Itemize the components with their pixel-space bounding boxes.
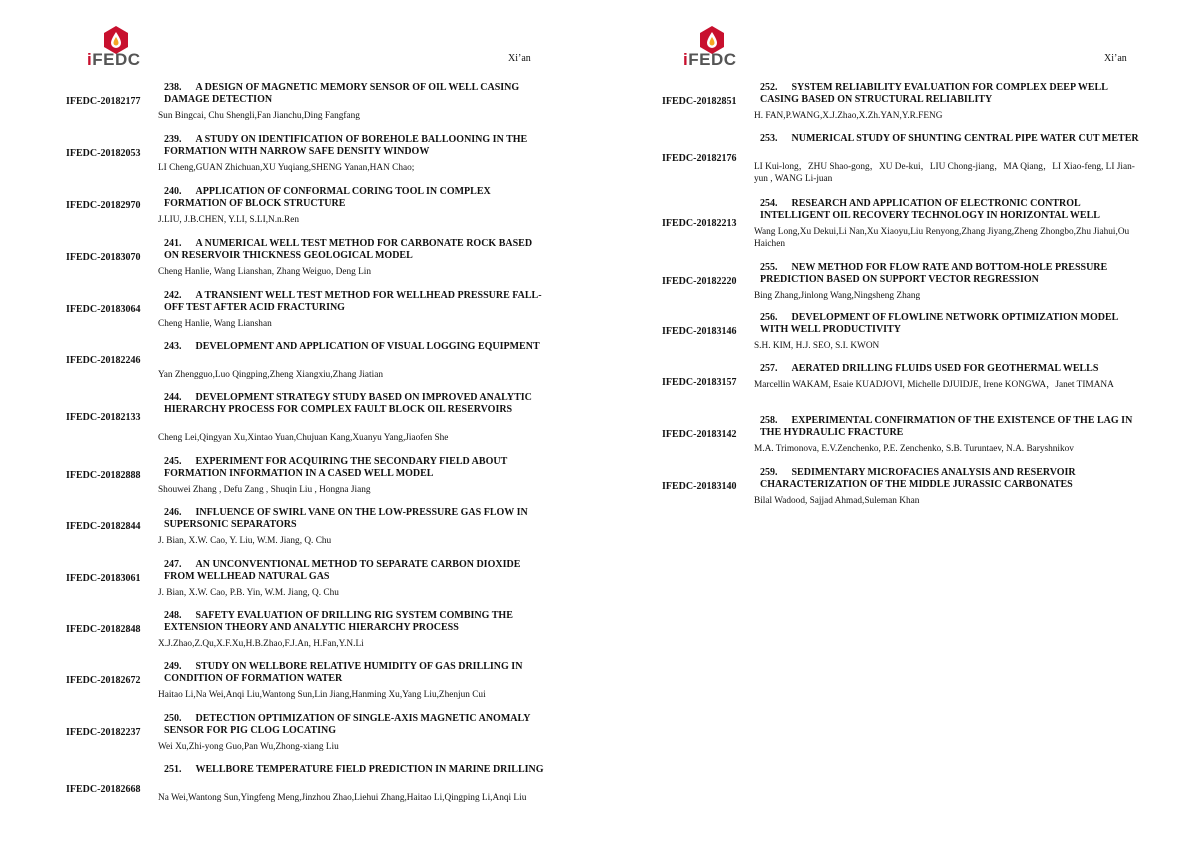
paper-title	[760, 133, 1142, 145]
paper-code: IFEDC-20183070	[66, 252, 141, 263]
right-page	[596, 0, 1192, 842]
paper-title-text: SAFETY EVALUATION OF DRILLING RIG SYSTEM COMBING THE EXTENSION THEORY AND ANALYTIC HIERARCHY PROCESS	[164, 610, 513, 633]
paper-title-text: EXPERIMENT FOR ACQUIRING THE SECONDARY FIELD ABOUT FORMATION INFORMATION IN A CASED WELL MODEL	[164, 456, 508, 479]
paper-title-text: APPLICATION OF CONFORMAL CORING TOOL IN COMPLEX FORMATION OF BLOCK STRUCTURE	[164, 186, 491, 209]
paper-code: IFEDC-20182053	[66, 148, 141, 159]
paper-code: IFEDC-20183142	[662, 429, 737, 440]
paper-authors: Cheng Lei,Qingyan Xu,Xintao Yuan,Chujuan Kang,Xuanyu Yang,Jiaofen She	[158, 433, 449, 443]
paper-number: 243.	[164, 341, 182, 352]
paper-title-text: DEVELOPMENT AND APPLICATION OF VISUAL LOGGING EQUIPMENT	[195, 341, 540, 352]
paper-title-text: AN UNCONVENTIONAL METHOD TO SEPARATE CARBON DIOXIDE FROM WELLHEAD NATURAL GAS	[164, 559, 521, 582]
paper-number: 252.	[760, 82, 778, 93]
paper-title	[760, 262, 1142, 286]
paper-code: IFEDC-20182133	[66, 412, 141, 423]
paper-entry	[662, 467, 1142, 507]
city-label: Xi’an	[508, 53, 531, 64]
paper-entry	[662, 312, 1142, 352]
ifedc-logo	[84, 25, 154, 69]
paper-authors: Bilal Wadood, Sajjad Ahmad,Suleman Khan	[754, 496, 920, 506]
paper-number: 241.	[164, 238, 182, 249]
paper-authors: Wei Xu,Zhi-yong Guo,Pan Wu,Zhong-xiang Liu	[158, 742, 339, 752]
paper-authors: J. Bian, X.W. Cao, P.B. Yin, W.M. Jiang, Q. Chu	[158, 588, 339, 598]
paper-code: IFEDC-20182237	[66, 727, 141, 738]
paper-number: 248.	[164, 610, 182, 621]
paper-title	[164, 238, 546, 262]
ifedc-logo	[680, 25, 750, 69]
city-label: Xi’an	[1104, 53, 1127, 64]
paper-entry	[66, 82, 546, 122]
paper-code: IFEDC-20182213	[662, 218, 737, 229]
paper-authors: Cheng Hanlie, Wang Lianshan, Zhang Weiguo, Deng Lin	[158, 267, 371, 277]
paper-number: 244.	[164, 392, 182, 403]
paper-authors: Wang Long,Xu Dekui,Li Nan,Xu Xiaoyu,Liu Renyong,Zhang Jiyang,Zheng Zhongbo,Zhu Jiahui,Ou Haichen	[754, 227, 1130, 249]
paper-entry	[66, 764, 546, 816]
paper-authors: X.J.Zhao,Z.Qu,X.F.Xu,H.B.Zhao,F.J.An, H.Fan,Y.N.Li	[158, 639, 364, 649]
paper-title	[164, 764, 546, 776]
paper-entry	[662, 363, 1142, 403]
paper-title-text: A TRANSIENT WELL TEST METHOD FOR WELLHEAD PRESSURE FALL-OFF TEST AFTER ACID FRACTURING	[164, 290, 542, 313]
paper-number: 253.	[760, 133, 778, 144]
paper-authors: M.A. Trimonova, E.V.Zenchenko, P.E. Zenchenko, S.B. Turuntaev, N.A. Baryshnikov	[754, 444, 1074, 454]
paper-code: IFEDC-20183061	[66, 573, 141, 584]
paper-code: IFEDC-20182970	[66, 200, 141, 211]
paper-entry	[66, 134, 546, 174]
paper-title-text: A NUMERICAL WELL TEST METHOD FOR CARBONATE ROCK BASED ON RESERVOIR THICKNESS GEOLOGICAL MODEL	[164, 238, 533, 261]
paper-title	[760, 82, 1142, 106]
paper-code: IFEDC-20182176	[662, 153, 737, 164]
paper-code: IFEDC-20182848	[66, 624, 141, 635]
paper-title-text: RESEARCH AND APPLICATION OF ELECTRONIC CONTROL INTELLIGENT OIL RECOVERY TECHNOLOGY IN HORIZONTAL WELL	[760, 198, 1100, 221]
paper-number: 247.	[164, 559, 182, 570]
paper-title-text: DETECTION OPTIMIZATION OF SINGLE-AXIS MAGNETIC ANOMALY SENSOR FOR PIG CLOG LOCATING	[164, 713, 531, 736]
paper-title-text: DEVELOPMENT STRATEGY STUDY BASED ON IMPROVED ANALYTIC HIERARCHY PROCESS FOR COMPLEX FAULT BLOCK OIL RESERVOIRS	[164, 392, 532, 415]
logo-wordmark: iFEDC	[87, 50, 141, 69]
paper-title	[760, 415, 1142, 439]
paper-number: 256.	[760, 312, 778, 323]
paper-entry	[66, 559, 546, 599]
paper-number: 242.	[164, 290, 182, 301]
paper-authors: LI Cheng,GUAN Zhichuan,XU Yuqiang,SHENG Yanan,HAN Chao;	[158, 163, 415, 173]
paper-authors: Sun Bingcai, Chu Shengli,Fan Jianchu,Ding Fangfang	[158, 111, 360, 121]
paper-number: 254.	[760, 198, 778, 209]
paper-entry	[66, 392, 546, 444]
paper-title	[164, 610, 546, 634]
paper-code: IFEDC-20182177	[66, 96, 141, 107]
paper-authors: Bing Zhang,Jinlong Wang,Ningsheng Zhang	[754, 291, 921, 301]
paper-title	[164, 507, 546, 531]
paper-authors: J.LIU, J.B.CHEN, Y.LI, S.LI,N.n.Ren	[158, 215, 300, 225]
paper-title-text: A STUDY ON IDENTIFICATION OF BOREHOLE BALLOONING IN THE FORMATION WITH NARROW SAFE DENSITY WINDOW	[164, 134, 528, 157]
paper-title-text: SEDIMENTARY MICROFACIES ANALYSIS AND RESERVOIR CHARACTERIZATION OF THE MIDDLE JURASSIC CARBONATES	[760, 467, 1076, 490]
paper-authors: Cheng Hanlie, Wang Lianshan	[158, 319, 272, 329]
paper-code: IFEDC-20182672	[66, 675, 141, 686]
paper-authors: H. FAN,P.WANG,X.J.Zhao,X.Zh.YAN,Y.R.FENG	[754, 111, 943, 121]
paper-title	[164, 290, 546, 314]
paper-code: IFEDC-20182851	[662, 96, 737, 107]
paper-entry	[66, 186, 546, 226]
paper-number: 259.	[760, 467, 778, 478]
paper-code: IFEDC-20183064	[66, 304, 141, 315]
paper-number: 246.	[164, 507, 182, 518]
paper-entry	[66, 238, 546, 278]
paper-code: IFEDC-20183140	[662, 481, 737, 492]
paper-number: 238.	[164, 82, 182, 93]
paper-title	[164, 341, 546, 353]
paper-title	[760, 467, 1142, 491]
paper-authors: Shouwei Zhang , Defu Zang , Shuqin Liu , Hongna Jiang	[158, 485, 371, 495]
logo-wordmark: iFEDC	[683, 50, 737, 69]
paper-entry	[66, 290, 546, 330]
paper-number: 245.	[164, 456, 182, 467]
paper-number: 255.	[760, 262, 778, 273]
paper-entry	[66, 713, 546, 753]
paper-title	[164, 713, 546, 737]
paper-title-text: SYSTEM RELIABILITY EVALUATION FOR COMPLEX DEEP WELL CASING BASED ON STRUCTURAL RELIABILITY	[760, 82, 1108, 105]
paper-title	[164, 134, 546, 158]
paper-entry	[662, 262, 1142, 302]
paper-code: IFEDC-20182888	[66, 470, 141, 481]
paper-code: IFEDC-20182668	[66, 784, 141, 795]
paper-number: 240.	[164, 186, 182, 197]
paper-authors: J. Bian, X.W. Cao, Y. Liu, W.M. Jiang, Q. Chu	[158, 536, 332, 546]
paper-title-text: AERATED DRILLING FLUIDS USED FOR GEOTHERMAL WELLS	[791, 363, 1099, 374]
paper-entry	[66, 610, 546, 650]
paper-title	[164, 392, 546, 416]
paper-title-text: NEW METHOD FOR FLOW RATE AND BOTTOM-HOLE PRESSURE PREDICTION BASED ON SUPPORT VECTOR REGRESSION	[760, 262, 1108, 285]
paper-entry	[662, 82, 1142, 122]
paper-authors: Marcellin WAKAM, Esaie KUADJOVI, Michelle DJUIDJE, Irene KONGWA，Janet TIMANA	[754, 380, 1114, 390]
paper-authors: Yan Zhengguo,Luo Qingping,Zheng Xiangxiu,Zhang Jiatian	[158, 370, 383, 380]
paper-title-text: NUMERICAL STUDY OF SHUNTING CENTRAL PIPE WATER CUT METER	[791, 133, 1139, 144]
paper-title-text: EXPERIMENTAL CONFIRMATION OF THE EXISTENCE OF THE LAG IN THE HYDRAULIC FRACTURE	[760, 415, 1133, 438]
paper-number: 250.	[164, 713, 182, 724]
paper-title	[164, 559, 546, 583]
paper-authors: S.H. KIM, H.J. SEO, S.I. KWON	[754, 341, 880, 351]
paper-number: 239.	[164, 134, 182, 145]
paper-title-text: STUDY ON WELLBORE RELATIVE HUMIDITY OF GAS DRILLING IN CONDITION OF FORMATION WATER	[164, 661, 523, 684]
paper-number: 258.	[760, 415, 778, 426]
paper-title	[164, 82, 546, 106]
paper-code: IFEDC-20182844	[66, 521, 141, 532]
paper-authors: LI Kui-long，ZHU Shao-gong，XU De-kui，LIU Chong-jiang，MA Qiang，LI Xiao-feng, LI Jian-yun , WANG Li-juan	[754, 162, 1135, 184]
paper-title	[760, 363, 1142, 375]
paper-title	[760, 198, 1142, 222]
paper-title	[760, 312, 1142, 336]
paper-entry	[662, 133, 1142, 185]
paper-entry	[66, 456, 546, 496]
paper-entry	[66, 661, 546, 701]
paper-number: 249.	[164, 661, 182, 672]
paper-code: IFEDC-20183146	[662, 326, 737, 337]
paper-title-text: DEVELOPMENT OF FLOWLINE NETWORK OPTIMIZATION MODEL WITH WELL PRODUCTIVITY	[760, 312, 1118, 335]
paper-code: IFEDC-20182220	[662, 276, 737, 287]
paper-title-text: INFLUENCE OF SWIRL VANE ON THE LOW-PRESSURE GAS FLOW IN SUPERSONIC SEPARATORS	[164, 507, 528, 530]
paper-title	[164, 456, 546, 480]
paper-title-text: WELLBORE TEMPERATURE FIELD PREDICTION IN MARINE DRILLING	[195, 764, 544, 775]
paper-entry	[662, 198, 1142, 250]
paper-title-text: A DESIGN OF MAGNETIC MEMORY SENSOR OF OIL WELL CASING DAMAGE DETECTION	[164, 82, 520, 105]
paper-number: 251.	[164, 764, 182, 775]
paper-authors: Haitao Li,Na Wei,Anqi Liu,Wantong Sun,Lin Jiang,Hanming Xu,Yang Liu,Zhenjun Cui	[158, 690, 486, 700]
paper-entry	[66, 341, 546, 381]
paper-code: IFEDC-20182246	[66, 355, 141, 366]
paper-authors: Na Wei,Wantong Sun,Yingfeng Meng,Jinzhou Zhao,Liehui Zhang,Haitao Li,Qingping Li,Anqi Liu	[158, 793, 527, 803]
paper-title	[164, 661, 546, 685]
paper-entry	[662, 415, 1142, 455]
paper-entry	[66, 507, 546, 547]
paper-code: IFEDC-20183157	[662, 377, 737, 388]
paper-number: 257.	[760, 363, 778, 374]
paper-title	[164, 186, 546, 210]
